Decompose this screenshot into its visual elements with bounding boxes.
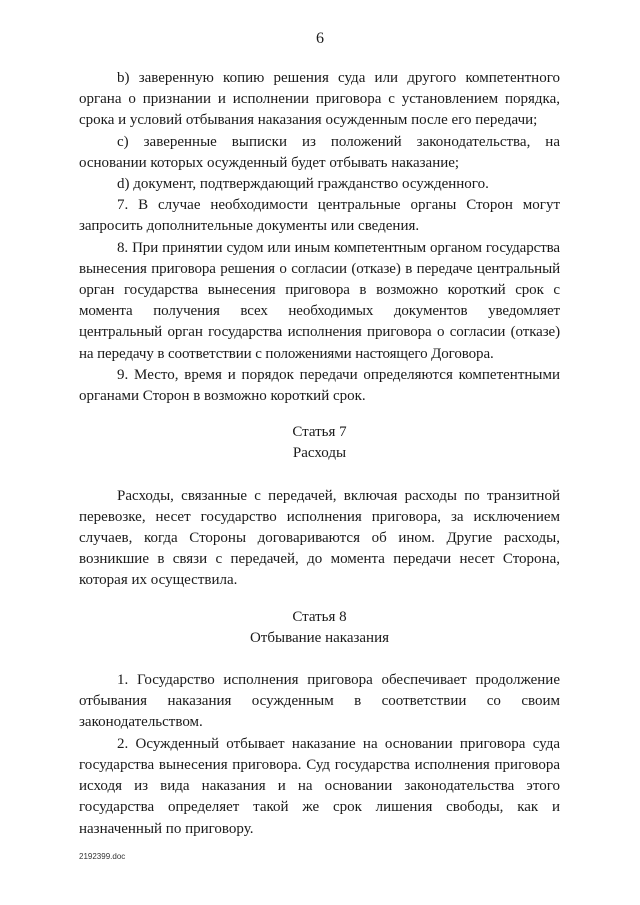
paragraph-7: 7. В случае необходимости центральные органы Сторон могут запросить дополнительные документы или сведения. [79, 197, 560, 235]
article-7-text: Расходы, связанные с передачей, включая расходы по транзитной перевозке, несет государство исполнения приговора, за исключением случаев, когда Стороны договариваются об ином. Другие расходы, возникшие в связи с передачей, до момента передачи несет Сторона, которая их осуществила. [79, 487, 560, 589]
article-8-number: Статья 8 [292, 608, 347, 625]
article-8-item-1: 1. Государство исполнения приговора обеспечивает продолжение отбывания наказания осужденным в соответствии со своим законодательством. [79, 672, 560, 731]
document-body [79, 68, 560, 840]
article-7-number: Статья 7 [292, 424, 347, 441]
article-7-title: Расходы [292, 445, 347, 462]
article-8-title: Отбывание наказания [249, 629, 390, 646]
paragraph-c: c) заверенные выписки из положений законодательства, на основании которых осужденный будет отбывать наказание; [79, 133, 560, 171]
footer-filename: 2192399.doc [79, 852, 126, 861]
paragraph-9: 9. Место, время и порядок передачи определяются компетентными органами Сторон в возможно короткий срок. [79, 366, 560, 405]
page-number: 6 [316, 30, 324, 47]
paragraph-8: 8. При принятии судом или иным компетентным органом государства вынесения приговора решения о согласии (отказе) в передаче центральный орган государства вынесения приговора в возможно короткий срок с момента получения всех необходимых документов уведомляет центральный орган государства исполнения приговора о согласии (отказе) на передачу в соответствии с положениями настоящего Договора. [79, 239, 560, 362]
article-8-item-2: 2. Осужденный отбывает наказание на основании приговора суда государства вынесения приговора. Суд государства исполнения приговора исходя из вида наказания и на основании законодательства этого государства определяет такой же срок лишения свободы, как и назначенный по приговору. [79, 735, 560, 837]
paragraph-b: b) заверенную копию решения суда или другого компетентного органа о признании и исполнении приговора с установлением порядка, срока и условий отбывания наказания осужденным после его передачи; [79, 70, 560, 129]
paragraph-d: d) документ, подтверждающий гражданство осужденного. [117, 176, 489, 193]
